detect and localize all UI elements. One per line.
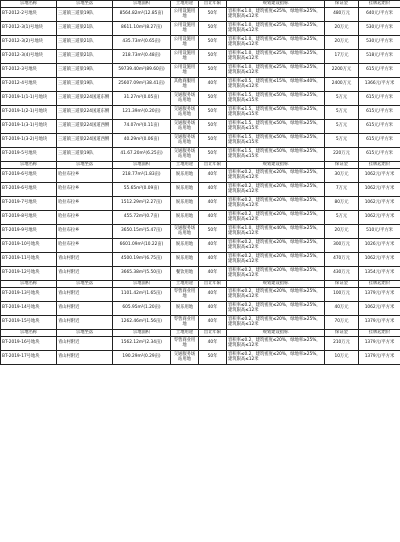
land-use-cell: 娱乐用地 bbox=[171, 169, 199, 183]
parcel-name-cell: BT-2019-16号地块 bbox=[1, 337, 57, 351]
planning-indicators-cell: 容积率≤1.0，建筑密度≤40%，绿地率≥25%，建筑限高≤12米 bbox=[227, 225, 325, 239]
header-cell-starting-price: 挂牌起始价 bbox=[359, 281, 400, 288]
deposit-cell: 470万元 bbox=[325, 253, 359, 267]
starting-price-cell: 530元/平方米 bbox=[359, 36, 400, 50]
land-use-cell: 娱乐用地 bbox=[171, 239, 199, 253]
lease-term-cell: 50年 bbox=[199, 92, 227, 106]
parcel-area-cell: 74.07m²(0.11亩) bbox=[113, 120, 171, 134]
header-cell-starting-price: 挂牌起始价 bbox=[359, 330, 400, 337]
lease-term-cell: 40年 bbox=[199, 169, 227, 183]
parcel-area-cell: 190.29m²(0.29亩) bbox=[113, 351, 171, 365]
header-cell-parcel-name: 宗地名称 bbox=[1, 1, 57, 8]
table-row bbox=[1, 106, 400, 120]
lease-term-cell: 50年 bbox=[199, 148, 227, 162]
lease-term-cell: 50年 bbox=[199, 36, 227, 50]
parcel-name-cell: BT-2019-1(3-2)号地块 bbox=[1, 134, 57, 148]
header-cell-land-use: 土地用途 bbox=[171, 1, 199, 8]
deposit-cell: 5万元 bbox=[325, 211, 359, 225]
lease-term-cell: 40年 bbox=[199, 239, 227, 253]
deposit-cell: 5万元 bbox=[325, 92, 359, 106]
parcel-area-cell: 3665.38m²(5.50亩) bbox=[113, 267, 171, 281]
header-cell-lease-term: 出让年限 bbox=[199, 330, 227, 337]
starting-price-cell: 1026元/平方米 bbox=[359, 239, 400, 253]
parcel-location-cell: 青山村附近 bbox=[57, 288, 113, 302]
parcel-location-cell: 哈拉布拉乡 bbox=[57, 239, 113, 253]
land-use-cell: 交通服务场站用地 bbox=[171, 92, 199, 106]
deposit-cell: 5万元 bbox=[325, 134, 359, 148]
starting-price-cell: 615元/平方米 bbox=[359, 92, 400, 106]
header-cell-starting-price: 挂牌起始价 bbox=[359, 162, 400, 169]
parcel-location-cell: 三道镇三道梁224国道东侧 bbox=[57, 106, 113, 120]
header-cell-parcel-area: 宗地面积 bbox=[113, 281, 171, 288]
parcel-area-cell: 55.65m²(0.09亩) bbox=[113, 183, 171, 197]
parcel-location-cell: 哈拉布拉乡 bbox=[57, 183, 113, 197]
parcel-area-cell: 40.29m²(0.06亩) bbox=[113, 134, 171, 148]
header-cell-land-use: 土地用途 bbox=[171, 330, 199, 337]
table-body bbox=[1, 1, 400, 365]
table-row bbox=[1, 316, 400, 330]
starting-price-cell: 615元/平方米 bbox=[359, 134, 400, 148]
parcel-name-cell: BT-2012-3(4)号地块 bbox=[1, 50, 57, 64]
deposit-cell: 20万元 bbox=[325, 225, 359, 239]
planning-indicators-cell: 容积率≤1.0，建筑密度≤25%，绿地率≥25%，建筑限高≤12米 bbox=[227, 22, 325, 36]
starting-price-cell: 615元/平方米 bbox=[359, 64, 400, 78]
land-use-cell: 交通服务场站用地 bbox=[171, 225, 199, 239]
planning-indicators-cell: 容积率≤0.2，建筑密度≤20%，绿地率≥25%，建筑限高≤12米 bbox=[227, 351, 325, 365]
starting-price-cell: 1379元/平方米 bbox=[359, 351, 400, 365]
parcel-area-cell: 4500.19m²(6.75亩) bbox=[113, 253, 171, 267]
starting-price-cell: 1366元/平方米 bbox=[359, 78, 400, 92]
parcel-location-cell: 青山村附近 bbox=[57, 267, 113, 281]
parcel-name-cell: BT-2012-3号地块 bbox=[1, 64, 57, 78]
parcel-area-cell: 1101.42m²(1.65亩) bbox=[113, 288, 171, 302]
parcel-area-cell: 41.67.20m²(6.25亩) bbox=[113, 148, 171, 162]
parcel-location-cell: 三道镇三道梁21队 bbox=[57, 50, 113, 64]
header-cell-parcel-name: 宗地名称 bbox=[1, 281, 57, 288]
parcel-location-cell: 三道镇三道梁224国道西侧 bbox=[57, 134, 113, 148]
table-row bbox=[1, 337, 400, 351]
land-use-cell: 公用设施用地 bbox=[171, 8, 199, 22]
parcel-location-cell: 三道镇三道梁21队 bbox=[57, 22, 113, 36]
header-cell-land-use: 土地用途 bbox=[171, 281, 199, 288]
table-row bbox=[1, 8, 400, 22]
parcel-area-cell: 455.72m²(0.7亩) bbox=[113, 211, 171, 225]
header-cell-lease-term: 出让年限 bbox=[199, 281, 227, 288]
parcel-area-cell: 25607.09m²(38.41亩) bbox=[113, 78, 171, 92]
header-cell-lease-term: 出让年限 bbox=[199, 162, 227, 169]
starting-price-cell: 615元/平方米 bbox=[359, 106, 400, 120]
parcel-location-cell: 哈拉布拉乡 bbox=[57, 169, 113, 183]
parcel-area-cell: 8611.10m²(8.27亩) bbox=[113, 22, 171, 36]
land-use-cell: 其他商服用地 bbox=[171, 78, 199, 92]
parcel-location-cell: 三道镇三道梁19队 bbox=[57, 64, 113, 78]
header-cell-parcel-area: 宗地面积 bbox=[113, 162, 171, 169]
parcel-area-cell: 31.27m²(0.05亩) bbox=[113, 92, 171, 106]
parcel-location-cell: 哈拉布拉乡 bbox=[57, 211, 113, 225]
header-cell-planning-indicators: 规划建设指标 bbox=[227, 162, 325, 169]
lease-term-cell: 50年 bbox=[199, 106, 227, 120]
parcel-name-cell: BT-2019-13号地块 bbox=[1, 288, 57, 302]
parcel-name-cell: BT-2019-8号地块 bbox=[1, 211, 57, 225]
parcel-name-cell: BT-2019-1(3-1)号地块 bbox=[1, 120, 57, 134]
parcel-name-cell: BT-2019-9号地块 bbox=[1, 225, 57, 239]
header-cell-deposit: 保证金 bbox=[325, 1, 359, 8]
parcel-location-cell: 青山村附近 bbox=[57, 253, 113, 267]
lease-term-cell: 40年 bbox=[199, 78, 227, 92]
planning-indicators-cell: 容积率≤0.2，建筑密度≤20%，绿地率≥25%，建筑限高≤12米 bbox=[227, 239, 325, 253]
parcel-name-cell: BT-2019-6号地块 bbox=[1, 183, 57, 197]
parcel-area-cell: 218.73m²(0.48亩) bbox=[113, 50, 171, 64]
lease-term-cell: 50年 bbox=[199, 351, 227, 365]
lease-term-cell: 40年 bbox=[199, 267, 227, 281]
table-row bbox=[1, 211, 400, 225]
parcel-location-cell: 青山村附近 bbox=[57, 337, 113, 351]
planning-indicators-cell: 容积率≤0.2，建筑密度≤20%，绿地率≥25%，建筑限高≤12米 bbox=[227, 267, 325, 281]
starting-price-cell: 530元/平方米 bbox=[359, 22, 400, 36]
land-use-cell: 公用设施用地 bbox=[171, 50, 199, 64]
land-use-cell: 交通服务场站用地 bbox=[171, 106, 199, 120]
lease-term-cell: 40年 bbox=[199, 288, 227, 302]
parcel-location-cell: 三道镇三道梁19队 bbox=[57, 78, 113, 92]
planning-indicators-cell: 容积率≤0.2，建筑密度≤20%，绿地率≥25%，建筑限高≤12米 bbox=[227, 337, 325, 351]
starting-price-cell: 1379元/平方米 bbox=[359, 288, 400, 302]
header-cell-parcel-location: 宗地坐落 bbox=[57, 281, 113, 288]
parcel-area-cell: 435.73m²(0.65亩) bbox=[113, 36, 171, 50]
land-use-cell: 公用设施用地 bbox=[171, 36, 199, 50]
table-row bbox=[1, 92, 400, 106]
land-use-cell: 零售商业用地 bbox=[171, 337, 199, 351]
header-cell-parcel-location: 宗地坐落 bbox=[57, 1, 113, 8]
lease-term-cell: 40年 bbox=[199, 211, 227, 225]
header-cell-land-use: 土地用途 bbox=[171, 162, 199, 169]
table-row bbox=[1, 134, 400, 148]
parcel-area-cell: 6601.09m²(10.22亩) bbox=[113, 239, 171, 253]
parcel-location-cell: 青山村附近 bbox=[57, 316, 113, 330]
parcel-location-cell: 哈拉布拉乡 bbox=[57, 197, 113, 211]
planning-indicators-cell: 容积率≤0.2，建筑密度≤20%，绿地率≥25%，建筑限高≤12米 bbox=[227, 183, 325, 197]
land-use-cell: 公用设施用地 bbox=[171, 22, 199, 36]
land-use-cell: 餐饮用地 bbox=[171, 267, 199, 281]
land-use-cell: 公用设施用地 bbox=[171, 64, 199, 78]
land-use-cell: 娱乐用地 bbox=[171, 183, 199, 197]
lease-term-cell: 40年 bbox=[199, 316, 227, 330]
deposit-cell: 20万元 bbox=[325, 36, 359, 50]
planning-indicators-cell: 容积率≤1.5，建筑密度≤50%，绿地率≥25%，建筑限高≤15米 bbox=[227, 134, 325, 148]
parcel-name-cell: BT-2019-7号地块 bbox=[1, 197, 57, 211]
header-cell-planning-indicators: 规划建设指标 bbox=[227, 281, 325, 288]
table-row bbox=[1, 253, 400, 267]
starting-price-cell: 1354元/平方米 bbox=[359, 267, 400, 281]
parcel-name-cell: BT-2012-3(2)号地块 bbox=[1, 36, 57, 50]
parcel-area-cell: 3650.15m²(5.47亩) bbox=[113, 225, 171, 239]
table-row bbox=[1, 267, 400, 281]
header-cell-deposit: 保证金 bbox=[325, 162, 359, 169]
starting-price-cell: 615元/平方米 bbox=[359, 148, 400, 162]
header-cell-parcel-location: 宗地坐落 bbox=[57, 162, 113, 169]
parcel-area-cell: 59739.40m²(89.60亩) bbox=[113, 64, 171, 78]
parcel-name-cell: BT-2019-1(1-1)号地块 bbox=[1, 92, 57, 106]
parcel-name-cell: BT-2019-10号地块 bbox=[1, 239, 57, 253]
starting-price-cell: 1379元/平方米 bbox=[359, 316, 400, 330]
table-row bbox=[1, 22, 400, 36]
planning-indicators-cell: 容积率≤1.5，建筑密度≤50%，绿地率≥25%，建筑限高≤15米 bbox=[227, 92, 325, 106]
header-cell-parcel-name: 宗地名称 bbox=[1, 330, 57, 337]
table-row bbox=[1, 36, 400, 50]
lease-term-cell: 40年 bbox=[199, 302, 227, 316]
deposit-cell: 300万元 bbox=[325, 239, 359, 253]
lease-term-cell: 40年 bbox=[199, 337, 227, 351]
table-row bbox=[1, 183, 400, 197]
planning-indicators-cell: 容积率≤0.2，建筑密度≤20%，绿地率≥25%，建筑限高≤12米 bbox=[227, 316, 325, 330]
deposit-cell: 210万元 bbox=[325, 337, 359, 351]
table-row bbox=[1, 288, 400, 302]
parcel-location-cell: 三道镇三道梁19队 bbox=[57, 148, 113, 162]
table-row bbox=[1, 302, 400, 316]
planning-indicators-cell: 容积率≤1.0，建筑密度≤25%，绿地率≥25%，建筑限高≤12米 bbox=[227, 8, 325, 22]
table-row bbox=[1, 169, 400, 183]
land-use-cell: 娱乐用地 bbox=[171, 197, 199, 211]
lease-term-cell: 50年 bbox=[199, 134, 227, 148]
planning-indicators-cell: 容积率≤1.0，建筑密度≤25%，绿地率≥25%，建筑限高≤12米 bbox=[227, 36, 325, 50]
table-row bbox=[1, 351, 400, 365]
planning-indicators-cell: 容积率≤0.2，建筑密度≤20%，绿地率≥25%，建筑限高≤12米 bbox=[227, 253, 325, 267]
land-use-cell: 娱乐用地 bbox=[171, 302, 199, 316]
starting-price-cell: 1062元/平方米 bbox=[359, 183, 400, 197]
header-cell-deposit: 保证金 bbox=[325, 330, 359, 337]
parcel-location-cell: 三道镇三道梁224国道东侧 bbox=[57, 92, 113, 106]
starting-price-cell: 640元/平方米 bbox=[359, 8, 400, 22]
header-cell-parcel-area: 宗地面积 bbox=[113, 1, 171, 8]
deposit-cell: 480万元 bbox=[325, 8, 359, 22]
deposit-cell: 5万元 bbox=[325, 106, 359, 120]
deposit-cell: 220万元 bbox=[325, 148, 359, 162]
deposit-cell: 70万元 bbox=[325, 316, 359, 330]
deposit-cell: 80万元 bbox=[325, 197, 359, 211]
parcel-location-cell: 三道镇三道梁21队 bbox=[57, 36, 113, 50]
parcel-name-cell: BT-2012-4号地块 bbox=[1, 78, 57, 92]
starting-price-cell: 1062元/平方米 bbox=[359, 253, 400, 267]
lease-term-cell: 50年 bbox=[199, 8, 227, 22]
lease-term-cell: 40年 bbox=[199, 183, 227, 197]
header-cell-lease-term: 出让年限 bbox=[199, 1, 227, 8]
deposit-cell: 17万元 bbox=[325, 50, 359, 64]
parcel-name-cell: BT-2019-11号地块 bbox=[1, 253, 57, 267]
parcel-name-cell: BT-2019-5号地块 bbox=[1, 148, 57, 162]
header-cell-planning-indicators: 规划建设指标 bbox=[227, 1, 325, 8]
planning-indicators-cell: 容积率≤0.2，建筑密度≤20%，绿地率≥25%，建筑限高≤12米 bbox=[227, 211, 325, 225]
parcel-area-cell: 218.77m²(1.83亩) bbox=[113, 169, 171, 183]
parcel-area-cell: 1262.46m²(1.56亩) bbox=[113, 316, 171, 330]
planning-indicators-cell: 容积率≤1.0，建筑密度≤25%，绿地率≥25%，建筑限高≤12米 bbox=[227, 64, 325, 78]
lease-term-cell: 40年 bbox=[199, 197, 227, 211]
parcel-name-cell: BT-2019-12号地块 bbox=[1, 267, 57, 281]
planning-indicators-cell: 容积率≤0.2，建筑密度≤20%，绿地率≥25%，建筑限高≤12米 bbox=[227, 169, 325, 183]
land-use-cell: 交通服务场站用地 bbox=[171, 351, 199, 365]
starting-price-cell: 1379元/平方米 bbox=[359, 337, 400, 351]
parcel-name-cell: BT-2019-15号地块 bbox=[1, 316, 57, 330]
starting-price-cell: 1062元/平方米 bbox=[359, 169, 400, 183]
planning-indicators-cell: 容积率≤0.2，建筑密度≤20%，绿地率≥25%，建筑限高≤12米 bbox=[227, 288, 325, 302]
land-use-cell: 零售商业用地 bbox=[171, 288, 199, 302]
parcel-location-cell: 哈拉布拉乡 bbox=[57, 225, 113, 239]
parcel-name-cell: BT-2012-2号地块 bbox=[1, 8, 57, 22]
table-row bbox=[1, 239, 400, 253]
parcel-name-cell: BT-2019-6号地块 bbox=[1, 169, 57, 183]
planning-indicators-cell: 容积率≤1.0，建筑密度≤25%，绿地率≥25%，建筑限高≤12米 bbox=[227, 50, 325, 64]
starting-price-cell: 1062元/平方米 bbox=[359, 197, 400, 211]
deposit-cell: 40万元 bbox=[325, 302, 359, 316]
header-row bbox=[1, 1, 400, 8]
land-use-cell: 交通服务场站用地 bbox=[171, 148, 199, 162]
header-cell-starting-price: 挂牌起始价 bbox=[359, 1, 400, 8]
planning-indicators-cell: 容积率≤0.2，建筑密度≤20%，绿地率≥25%，建筑限高≤12米 bbox=[227, 197, 325, 211]
parcel-area-cell: 121.39m²(0.20亩) bbox=[113, 106, 171, 120]
lease-term-cell: 50年 bbox=[199, 225, 227, 239]
header-row bbox=[1, 162, 400, 169]
starting-price-cell: 1062元/平方米 bbox=[359, 211, 400, 225]
header-cell-deposit: 保证金 bbox=[325, 281, 359, 288]
land-use-cell: 娱乐用地 bbox=[171, 253, 199, 267]
planning-indicators-cell: 容积率≤1.5，建筑密度≤50%，绿地率≥25%，建筑限高≤15米 bbox=[227, 148, 325, 162]
table-row bbox=[1, 78, 400, 92]
parcel-area-cell: 605.95m²(1.20亩) bbox=[113, 302, 171, 316]
starting-price-cell: 1062元/平方米 bbox=[359, 302, 400, 316]
lease-term-cell: 40年 bbox=[199, 253, 227, 267]
header-cell-parcel-location: 宗地坐落 bbox=[57, 330, 113, 337]
planning-indicators-cell: 容积率≤0.5，建筑密度≤15%，绿地率≥40%，建筑限高≤12米 bbox=[227, 78, 325, 92]
table-row bbox=[1, 64, 400, 78]
deposit-cell: 2400万元 bbox=[325, 78, 359, 92]
parcel-area-cell: 8564.82m²(12.85亩) bbox=[113, 8, 171, 22]
deposit-cell: 430万元 bbox=[325, 267, 359, 281]
deposit-cell: 10万元 bbox=[325, 351, 359, 365]
parcel-location-cell: 三道镇三道梁224国道西侧 bbox=[57, 120, 113, 134]
land-use-cell: 零售商业用地 bbox=[171, 316, 199, 330]
parcel-location-cell: 三道镇三道梁19队 bbox=[57, 8, 113, 22]
header-row bbox=[1, 281, 400, 288]
parcel-area-cell: 1562.12m²(2.34亩) bbox=[113, 337, 171, 351]
lease-term-cell: 50年 bbox=[199, 22, 227, 36]
table-row bbox=[1, 225, 400, 239]
lease-term-cell: 50年 bbox=[199, 64, 227, 78]
parcel-location-cell: 青山村附近 bbox=[57, 302, 113, 316]
header-cell-parcel-area: 宗地面积 bbox=[113, 330, 171, 337]
planning-indicators-cell: 容积率≤0.2，建筑密度≤20%，绿地率≥25%，建筑限高≤12米 bbox=[227, 302, 325, 316]
lease-term-cell: 50年 bbox=[199, 50, 227, 64]
parcel-location-cell: 青山村附近 bbox=[57, 351, 113, 365]
lease-term-cell: 50年 bbox=[199, 120, 227, 134]
planning-indicators-cell: 容积率≤1.5，建筑密度≤50%，绿地率≥25%，建筑限高≤15米 bbox=[227, 120, 325, 134]
planning-indicators-cell: 容积率≤1.5，建筑密度≤50%，绿地率≥25%，建筑限高≤15米 bbox=[227, 106, 325, 120]
deposit-cell: 30万元 bbox=[325, 169, 359, 183]
header-cell-planning-indicators: 规划建设指标 bbox=[227, 330, 325, 337]
table-row bbox=[1, 50, 400, 64]
starting-price-cell: 615元/平方米 bbox=[359, 120, 400, 134]
parcel-area-cell: 1512.29m²(2.27亩) bbox=[113, 197, 171, 211]
deposit-cell: 5万元 bbox=[325, 120, 359, 134]
parcel-name-cell: BT-2012-3(1)号地块 bbox=[1, 22, 57, 36]
deposit-cell: 20万元 bbox=[325, 22, 359, 36]
land-use-cell: 交通服务场站用地 bbox=[171, 134, 199, 148]
parcel-name-cell: BT-2019-1(2-1)号地块 bbox=[1, 106, 57, 120]
land-use-cell: 交通服务场站用地 bbox=[171, 120, 199, 134]
table-row bbox=[1, 120, 400, 134]
land-use-cell: 娱乐用地 bbox=[171, 211, 199, 225]
header-row bbox=[1, 330, 400, 337]
deposit-cell: 2200万元 bbox=[325, 64, 359, 78]
table-row bbox=[1, 148, 400, 162]
parcel-name-cell: BT-2019-14号地块 bbox=[1, 302, 57, 316]
parcel-name-cell: BT-2019-17号地块 bbox=[1, 351, 57, 365]
header-cell-parcel-name: 宗地名称 bbox=[1, 162, 57, 169]
starting-price-cell: 510元/平方米 bbox=[359, 225, 400, 239]
table-row bbox=[1, 197, 400, 211]
starting-price-cell: 518元/平方米 bbox=[359, 50, 400, 64]
deposit-cell: 100万元 bbox=[325, 288, 359, 302]
deposit-cell: 7万元 bbox=[325, 183, 359, 197]
